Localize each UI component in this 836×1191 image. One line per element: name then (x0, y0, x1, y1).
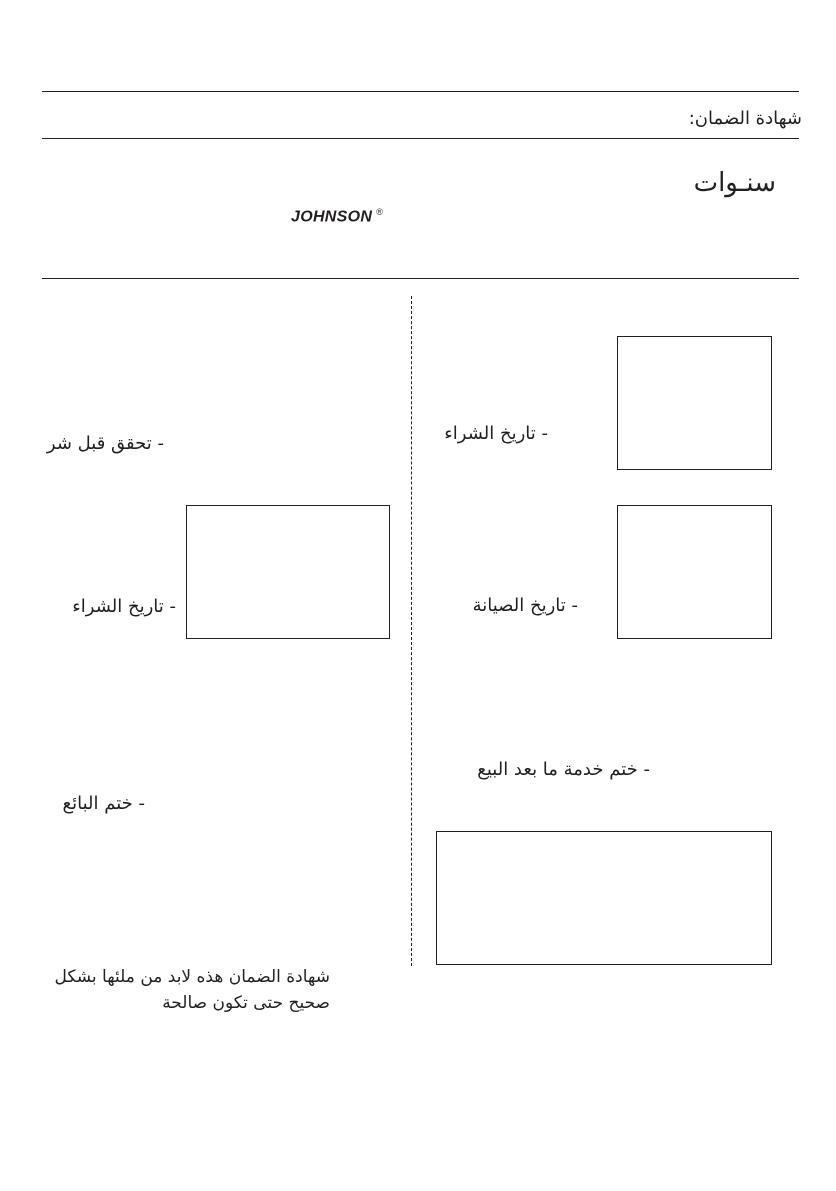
section-divider-rule (42, 278, 799, 279)
after-sales-stamp-label: - ختم خدمة ما بعد البيع (477, 759, 650, 780)
right-purchase-date-box[interactable] (617, 336, 772, 470)
maintenance-date-label: - تاريخ الصيانة (472, 595, 578, 616)
seller-stamp-label: - ختم البائع (62, 793, 145, 814)
right-purchase-date-label: - تاريخ الشراء (444, 423, 548, 444)
brand-logo (291, 207, 383, 226)
check-before-purchase-label: - تحقق قبل شر (46, 433, 164, 454)
brand-name: JOHNSON (291, 208, 373, 226)
registered-mark: ® (376, 207, 384, 217)
left-purchase-date-box[interactable] (186, 505, 390, 639)
maintenance-date-box[interactable] (617, 505, 772, 639)
title-underline-rule (42, 138, 799, 139)
left-purchase-date-label: - تاريخ الشراء (72, 596, 176, 617)
page-title: شهادة الضمان: (688, 108, 802, 129)
warranty-years-label: سنـوات (693, 168, 776, 198)
dashed-cut-line (411, 296, 412, 966)
validity-note: شهادة الضمان هذه لابد من ملئها بشكل صحيح حتى تكون صالحة (54, 967, 330, 1013)
after-sales-stamp-box[interactable] (436, 831, 772, 965)
top-rule (42, 91, 799, 92)
